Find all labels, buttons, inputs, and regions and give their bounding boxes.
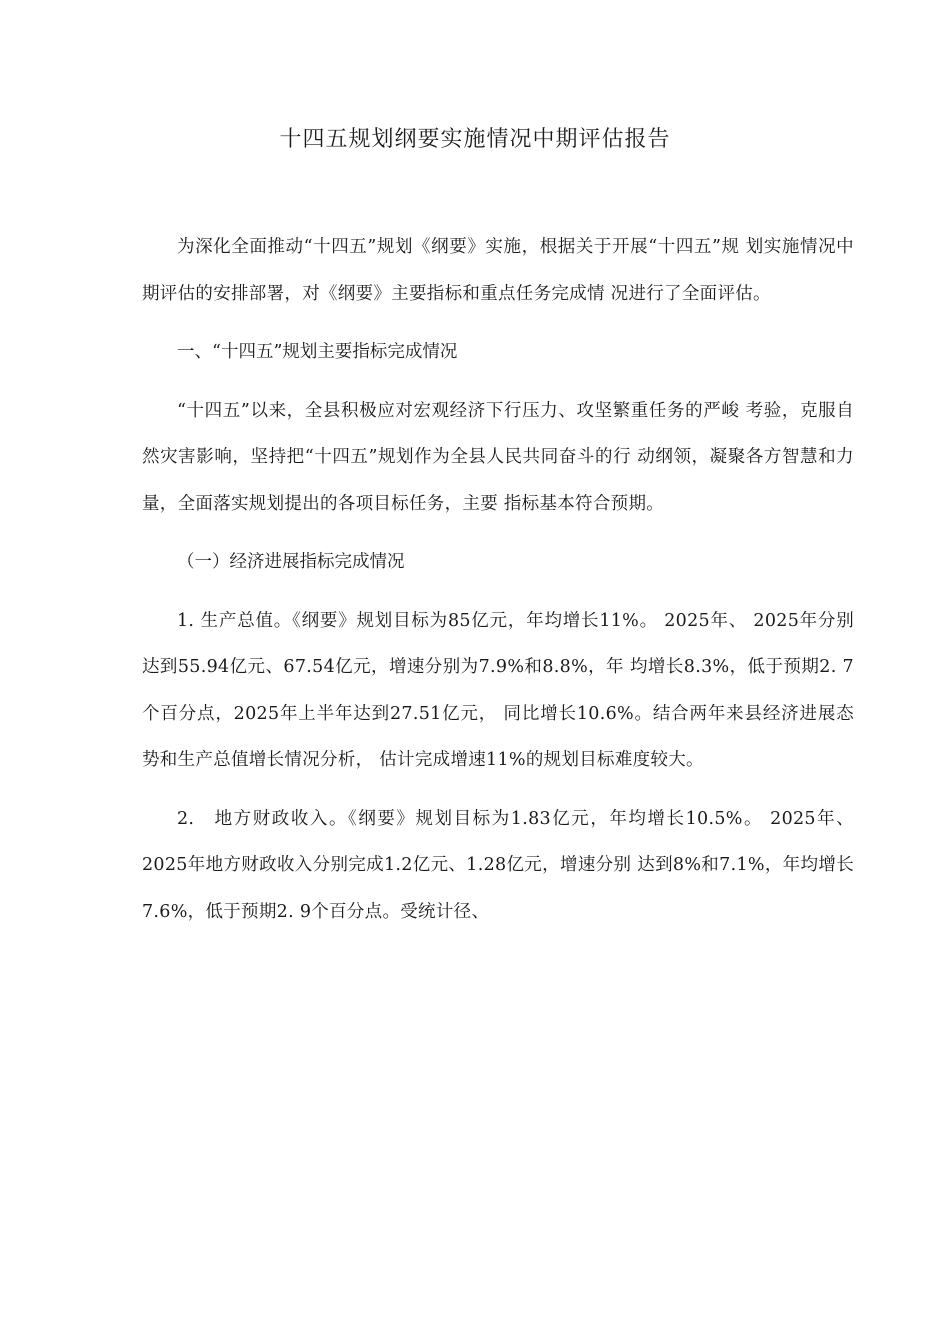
intro-paragraph: 为深化全面推动“十四五”规划《纲要》实施，根据关于开展“十四五”规 划实施情况中期评估的安排部署，对《纲要》主要指标和重点任务完成情 况进行了全面评估。 <box>142 237 854 304</box>
gdp-paragraph: 1. 生产总值。《纲要》规划目标为85亿元，年均增长11%。 2025年、 2025年分别达到55.94亿元、67.54亿元，增速分别为7.9%和8.8%，年 均增长8.3%，低于预期2. 7个百分点，2025年上半年达到27.51亿元， 同比增长10.6%。结合两年来县经济进展态势和生产总值增长情况分析， 估计完成增速11%的规划目标难度较大。 <box>142 610 854 770</box>
section-heading-1: 一、“十四五”规划主要指标完成情况 <box>177 342 458 362</box>
fiscal-revenue-paragraph: 2. 地方财政收入。《纲要》规划目标为1.83亿元，年均增长10.5%。 2025年、2025年地方财政收入分别完成1.2亿元、1.28亿元，增速分别 达到8%和7.1%，年均增长7.6%，低于预期2. 9个百分点。受统计径、 <box>142 808 854 922</box>
subsection-heading-1: （一）经济进展指标完成情况 <box>177 552 405 572</box>
overview-paragraph: “十四五”以来，全县积极应对宏观经济下行压力、攻坚繁重任务的严峻 考验，克服自然灾害影响，坚持把“十四五”规划作为全县人民共同奋斗的行 动纲领，凝聚各方智慧和力量，全面落实规划提出的各项目标任务，主要 指标基本符合预期。 <box>142 400 854 514</box>
document-title: 十四五规划纲要实施情况中期评估报告 <box>279 127 671 152</box>
document-body <box>142 224 854 947</box>
